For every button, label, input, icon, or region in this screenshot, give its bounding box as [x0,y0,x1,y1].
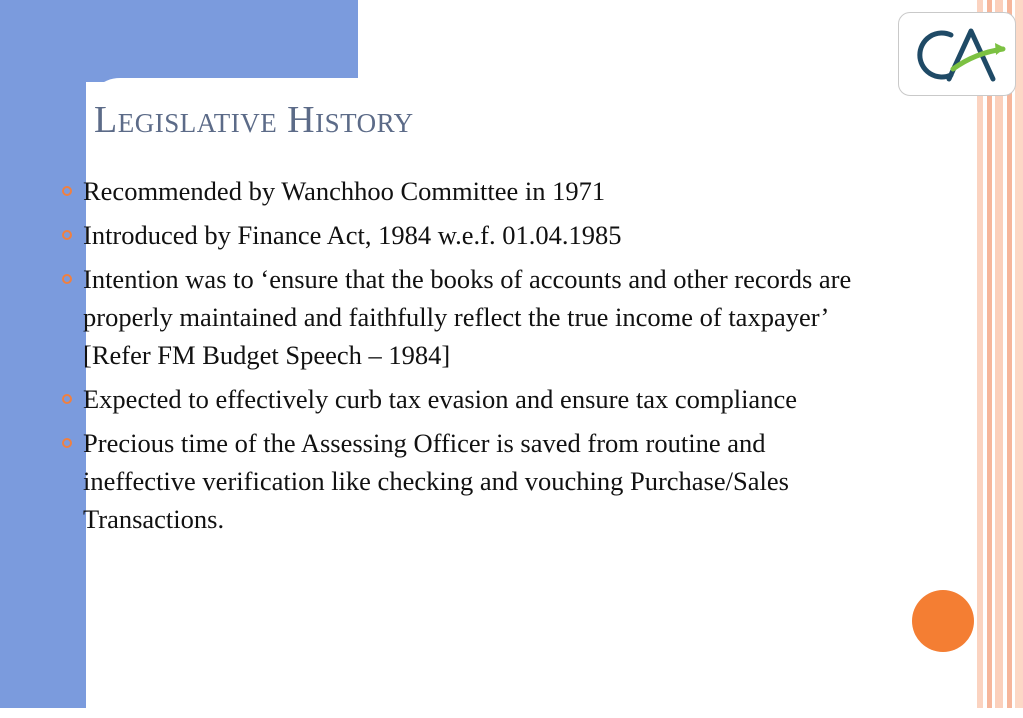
decorative-stripes [977,0,1023,708]
ca-logo-icon [899,13,1015,95]
decorative-orange-circle [912,590,974,652]
slide-title: Legislative History [94,99,414,141]
bullet-circle-icon [62,230,72,240]
bullet-item [62,260,862,374]
bullet-text: Intention was to ‘ensure that the books of accounts and other records are properly maintained and faithfully reflect the true income of taxpayer’ [Refer FM Budget Speech – 1984] [83,264,852,370]
bullet-circle-icon [62,438,72,448]
bullet-item [62,380,862,418]
bullet-circle-icon [62,274,72,284]
bullet-item [62,216,862,254]
ca-logo [898,12,1016,96]
bullet-text: Recommended by Wanchhoo Committee in 1971 [83,176,606,206]
bullet-circle-icon [62,186,72,196]
bullet-text: Introduced by Finance Act, 1984 w.e.f. 01.04.1985 [83,220,622,250]
bullet-item [62,424,862,538]
bullet-circle-icon [62,394,72,404]
bullet-item [62,172,862,210]
bullet-text: Precious time of the Assessing Officer is saved from routine and ineffective verification like checking and vouching Purchase/Sales Transactions. [83,428,789,534]
bullet-text: Expected to effectively curb tax evasion and ensure tax compliance [83,384,797,414]
bullet-list [62,172,862,544]
